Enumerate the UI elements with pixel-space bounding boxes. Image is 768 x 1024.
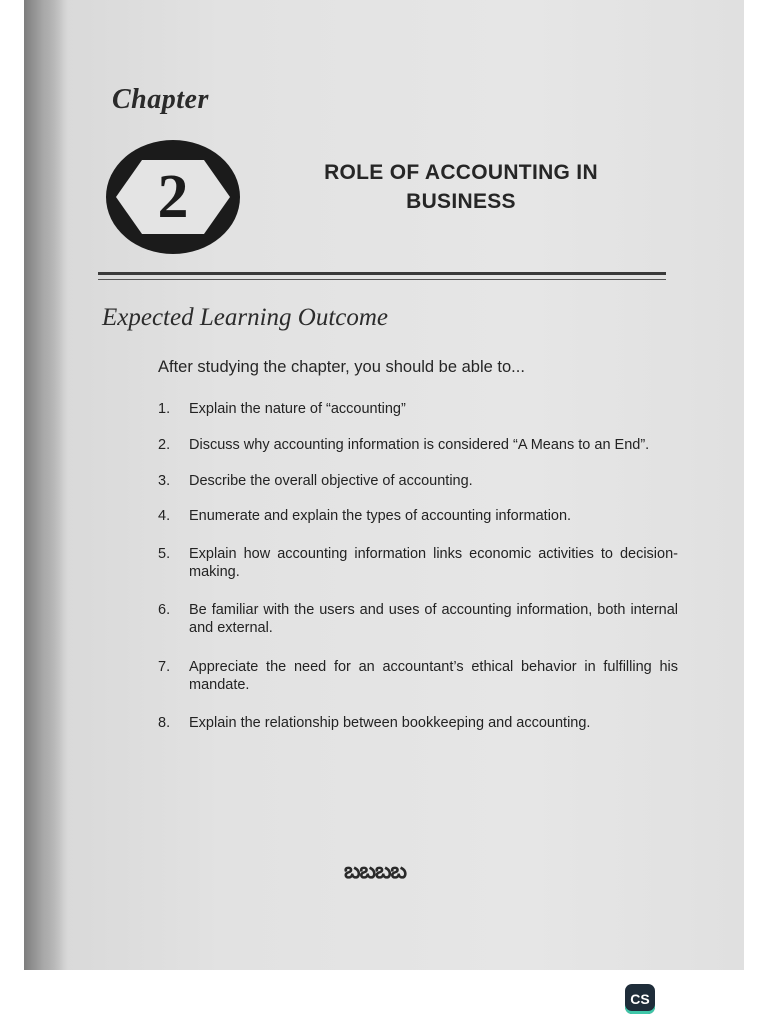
list-item-number: 1.: [158, 401, 171, 417]
list-item-text: Explain the nature of “accounting”: [189, 401, 406, 417]
list-item-text: Appreciate the need for an accountant’s ethical behavior in fulfilling his mandate.: [189, 659, 678, 693]
list-item: [158, 601, 678, 637]
list-item-number: 6.: [158, 602, 171, 618]
list-item: [158, 714, 678, 732]
list-item-text: Explain how accounting information links economic activities to decision-making.: [189, 546, 678, 580]
outcome-list: [158, 400, 678, 732]
camscanner-logo-icon: CS: [625, 984, 655, 1014]
list-item-text: Be familiar with the users and uses of accounting information, both internal and external.: [189, 602, 678, 636]
list-item-number: 5.: [158, 546, 171, 562]
list-item-number: 3.: [158, 473, 171, 489]
chapter-title-line1: ROLE OF ACCOUNTING IN: [324, 161, 598, 184]
list-item-number: 7.: [158, 659, 171, 675]
list-item-text: Discuss why accounting information is considered “A Means to an End”.: [189, 437, 650, 453]
chapter-number-badge: [104, 138, 242, 256]
list-item: [158, 507, 678, 525]
list-item: [158, 436, 678, 454]
book-page: [24, 0, 744, 970]
list-item: [158, 658, 678, 694]
divider-thin: [98, 279, 666, 280]
chapter-title: [274, 158, 648, 216]
chapter-title-line2: BUSINESS: [406, 190, 516, 213]
divider-thick: [98, 272, 666, 275]
book-spine-shadow: [24, 0, 68, 970]
list-item-text: Explain the relationship between bookkeeping and accounting.: [189, 715, 591, 731]
list-item: [158, 472, 678, 490]
ornament-divider: బబబబ: [344, 858, 407, 883]
list-item-number: 8.: [158, 715, 171, 731]
list-item-text: Enumerate and explain the types of accounting information.: [189, 508, 572, 524]
list-item: [158, 400, 678, 418]
section-intro: After studying the chapter, you should be able to...: [158, 358, 525, 376]
list-item-number: 2.: [158, 437, 171, 453]
list-item-text: Describe the overall objective of accounting.: [189, 473, 473, 489]
list-item-number: 4.: [158, 508, 171, 524]
chapter-number: 2: [157, 162, 189, 231]
list-item: [158, 545, 678, 581]
section-heading: Expected Learning Outcome: [102, 304, 389, 331]
chapter-label: Chapter: [112, 84, 209, 115]
